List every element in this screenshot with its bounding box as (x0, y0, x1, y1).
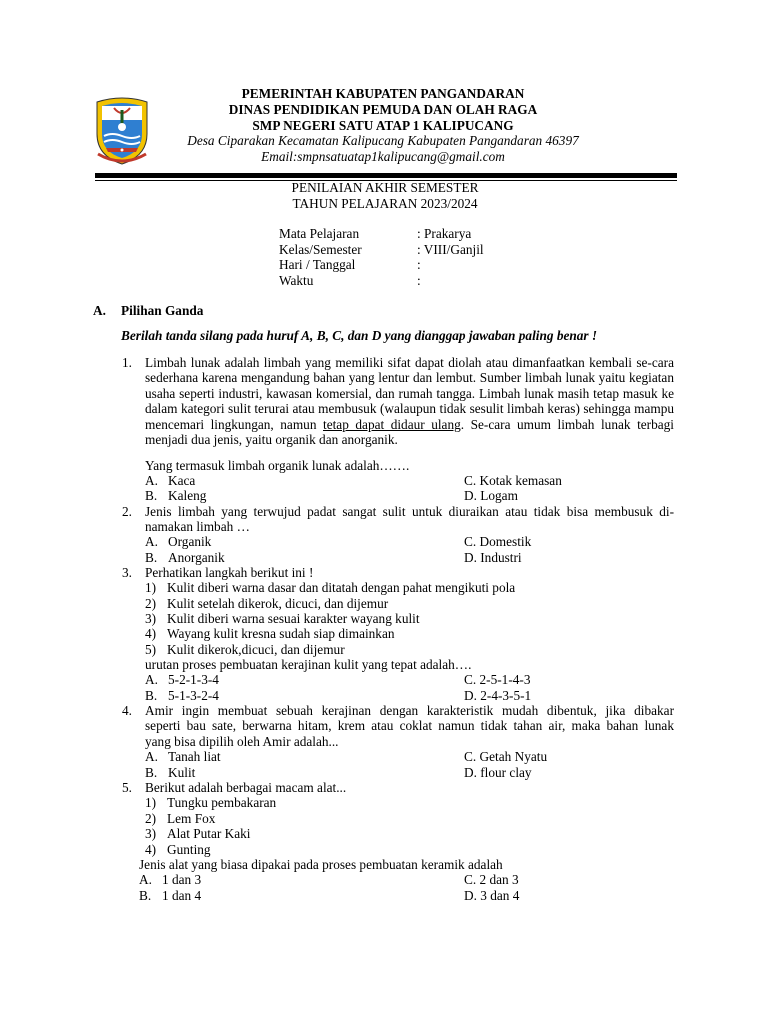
q2-option-b-letter: B. (145, 550, 158, 565)
q4-option-b-text: Kulit (168, 765, 196, 780)
q4-option-b-letter: B. (145, 765, 158, 780)
q4-option-d: D. flour clay (464, 765, 532, 780)
q5-item-1-text: Tungku pembakaran (167, 795, 277, 810)
q1-passage: Limbah lunak adalah limbah yang memiliki sifat dapat diolah atau dimanfaatkan kembali se-cara sederhana karena mengandung bahan yang lentur dan lembut. Sumber limbah lunak yaitu kegiatan usaha seperti industri, kawasan komersial, dan rumah tangga. Limbah lunak masih tetap masuk ke dalam kategori sulit terurai atau membusuk (walaupun tidak sesulit limbah keras) sehingga mampu mencemari lingkungan, namun tetap dapat didaur ulang. Se-cara umum limbah lunak terbagi menjadi dua jenis, yaitu organik dan anorganik. (145, 355, 674, 448)
q2-option-c: C. Domestik (464, 534, 532, 549)
q1-passage-underlined: tetap dapat didaur ulang (323, 416, 461, 432)
q1-question: Yang termasuk limbah organik lunak adalah……. (145, 458, 410, 473)
q3-option-c: C. 2-5-1-4-3 (464, 672, 531, 687)
q2-option-b-text: Anorganik (168, 550, 225, 565)
q3-step-5-text: Kulit dikerok,dicuci, dan dijemur (167, 642, 345, 657)
q4-option-a-text: Tanah liat (168, 749, 221, 764)
q3-step-5-number: 5) (145, 642, 157, 657)
q5-number: 5. (122, 780, 132, 795)
q4-option-c: C. Getah Nyatu (464, 749, 548, 764)
q5-item-2-text: Lem Fox (167, 811, 216, 826)
q3-step-3-text: Kulit diberi warna sesuai karakter wayang kulit (167, 611, 420, 626)
q1-option-a-letter: A. (145, 473, 158, 488)
q2-option-a-letter: A. (145, 534, 158, 549)
q3-step-2-text: Kulit setelah dikerok, dicuci, dan dijemur (167, 596, 389, 611)
q4-option-a-letter: A. (145, 749, 158, 764)
q5-option-d: D. 3 dan 4 (464, 888, 520, 903)
q4-text-line2: seperti bau sate, berwarna hitam, krem atau coklat namun tidak tahan air, maka bahan lunak (145, 718, 674, 733)
q5-item-3-text: Alat Putar Kaki (167, 826, 251, 841)
q1-number: 1. (122, 355, 132, 370)
header-school: SMP NEGERI SATU ATAP 1 KALIPUCANG (252, 118, 514, 133)
info-label-date: Hari / Tanggal (279, 257, 356, 272)
exam-title: PENILAIAN AKHIR SEMESTER (291, 180, 479, 195)
q5-item-4-number: 4) (145, 842, 157, 857)
section-instruction: Berilah tanda silang pada huruf A, B, C, dan D yang dianggap jawaban paling benar ! (121, 328, 598, 343)
header-email: Email:smpnsatuatap1kalipucang@gmail.com (261, 149, 505, 164)
info-value-subject: : Prakarya (417, 226, 472, 241)
q1-option-c: C. Kotak kemasan (464, 473, 562, 488)
q4-text-line3: yang bisa dipilih oleh Amir adalah... (145, 734, 339, 749)
section-label: A. (93, 303, 106, 318)
kabupaten-pangandaran-logo (92, 94, 152, 166)
info-value-class: : VIII/Ganjil (417, 242, 484, 257)
exam-year: TAHUN PELAJARAN 2023/2024 (292, 196, 478, 211)
q5-question: Jenis alat yang biasa dipakai pada proses pembuatan keramik adalah (139, 857, 503, 872)
info-value-time: : (417, 273, 421, 288)
q5-option-a-letter: A. (139, 872, 152, 887)
q3-option-b-text: 5-1-3-2-4 (168, 688, 219, 703)
q2-option-d: D. Industri (464, 550, 522, 565)
info-value-date: : (417, 257, 421, 272)
q3-option-a-letter: A. (145, 672, 158, 687)
q3-option-a-text: 5-2-1-3-4 (168, 672, 219, 687)
q3-step-2-number: 2) (145, 596, 157, 611)
q5-item-1-number: 1) (145, 795, 157, 810)
q5-option-c: C. 2 dan 3 (464, 872, 519, 887)
q3-step-1-text: Kulit diberi warna dasar dan ditatah dengan pahat mengikuti pola (167, 580, 516, 595)
q4-text-line1: Amir ingin membuat sebuah kerajinan dengan karakteristik mudah dibentuk, jika dibakar (145, 703, 674, 718)
header-government: PEMERINTAH KABUPATEN PANGANDARAN (241, 86, 525, 101)
q5-option-b-text: 1 dan 4 (162, 888, 202, 903)
q3-step-4-text: Wayang kulit kresna sudah siap dimainkan (167, 626, 395, 641)
q3-step-3-number: 3) (145, 611, 157, 626)
header-department: DINAS PENDIDIKAN PEMUDA DAN OLAH RAGA (228, 102, 538, 117)
info-label-time: Waktu (279, 273, 314, 288)
q3-option-d: D. 2-4-3-5-1 (464, 688, 532, 703)
q2-number: 2. (122, 504, 132, 519)
q4-number: 4. (122, 703, 132, 718)
q5-item-4-text: Gunting (167, 842, 211, 857)
q5-item-3-number: 3) (145, 826, 157, 841)
q1-option-b-text: Kaleng (168, 488, 207, 503)
info-label-subject: Mata Pelajaran (279, 226, 360, 241)
q1-option-d: D. Logam (464, 488, 518, 503)
q2-option-a-text: Organik (168, 534, 212, 549)
header-divider-thick (95, 173, 677, 178)
q3-option-b-letter: B. (145, 688, 158, 703)
q1-option-a-text: Kaca (168, 473, 196, 488)
q3-number: 3. (122, 565, 132, 580)
header-address: Desa Ciparakan Kecamatan Kalipucang Kabupaten Pangandaran 46397 (187, 133, 579, 148)
q3-question: urutan proses pembuatan kerajinan kulit yang tepat adalah…. (145, 657, 472, 672)
q2-text-line2: namakan limbah … (145, 519, 250, 534)
q1-option-b-letter: B. (145, 488, 158, 503)
q2-text-line1: Jenis limbah yang terwujud padat sangat sulit untuk diuraikan atau tidak bisa membusuk di- (145, 504, 674, 519)
q5-text: Berikut adalah berbagai macam alat... (145, 780, 347, 795)
q3-text: Perhatikan langkah berikut ini ! (145, 565, 314, 580)
q3-step-1-number: 1) (145, 580, 157, 595)
section-title: Pilihan Ganda (121, 303, 204, 318)
q5-option-b-letter: B. (139, 888, 152, 903)
q3-step-4-number: 4) (145, 626, 157, 641)
info-label-class: Kelas/Semester (279, 242, 362, 257)
q5-item-2-number: 2) (145, 811, 157, 826)
q5-option-a-text: 1 dan 3 (162, 872, 202, 887)
